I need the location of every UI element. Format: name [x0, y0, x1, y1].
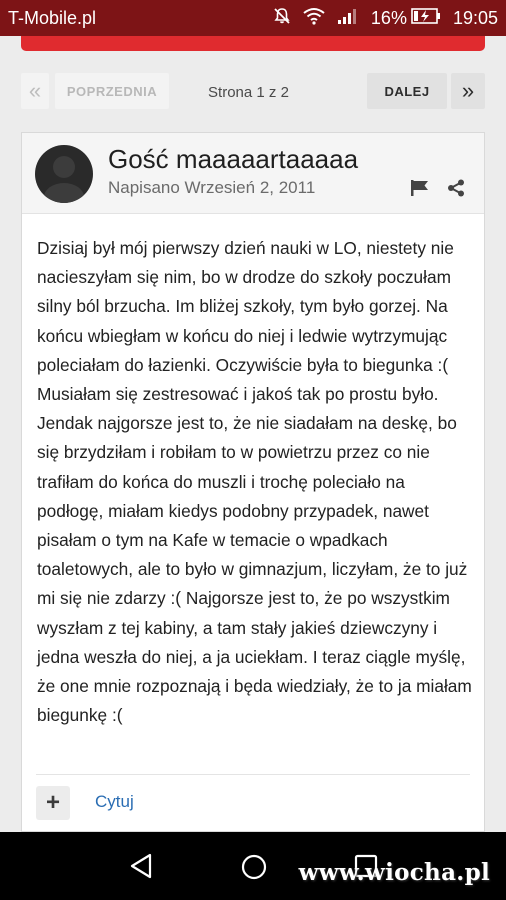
user-silhouette-icon — [35, 145, 93, 203]
share-icon[interactable] — [446, 179, 466, 202]
multiquote-button[interactable]: + — [36, 786, 70, 820]
header-banner-edge — [21, 36, 485, 51]
double-chevron-left-icon: « — [28, 78, 42, 103]
last-page-button[interactable] — [451, 73, 485, 109]
status-icons — [261, 8, 498, 28]
quote-link[interactable]: Cytuj — [95, 792, 134, 811]
divider — [36, 774, 470, 775]
back-icon[interactable] — [129, 853, 153, 884]
carrier-name: T-Mobile.pl — [8, 8, 97, 28]
watermark: www.wiocha.pl — [298, 859, 490, 886]
clock: 19:05 — [452, 7, 498, 28]
post-body: Dzisiaj był mój pierwszy dzień nauki w LO, niestety nie nacieszyłam się nim, bo w drodze do szkoły poczułam silny ból brzucha. Im bliżej szkoły, tym było gorzej. Na końcu wbiegłam w końcu do niej i ledwie wytrzymując poleciałam do łazienki. Oczywiście była to biegunka :( Musiałam się zestresować i jakoś tak po prostu było. Jendak najgorsze jest to, że nie siadałam na deskę, bo się brzydziłam i robiłam to w powietrzu przez co nie trafiłam do końca do muszli i trochę poleciało na podłogę, miałam kiedys podobny przypadek, nawet pisałam o tym na Kafe w temacie o wpadkach toaletowych, ale to było w gimnazjum, liczyłam, że to już mi się nie zdarzy :( Najgorsze jest to, że po wszystkim wyszłam z tej kabiny, a tam stały jakieś dziewczyny i jedna weszła do niej, a ja uciekłam. I teraz ciągle myślę, że one mnie rozpoznają i będa wiedziały, że to ja miałam biegunkę :( — [37, 238, 472, 726]
wifi-icon — [303, 7, 325, 30]
double-chevron-right-icon: » — [461, 78, 475, 103]
next-page-button[interactable]: DALEJ — [367, 73, 447, 109]
author-name[interactable]: Gość maaaaartaaaaa — [108, 144, 359, 174]
post-card — [21, 132, 485, 832]
post-date: Napisano Wrzesień 2, 2011 — [108, 178, 316, 197]
mute-icon — [273, 7, 291, 30]
battery-charging-icon — [411, 7, 441, 30]
page-indicator: Strona 1 z 2 — [208, 84, 289, 101]
navigation-bar — [0, 832, 506, 900]
home-icon[interactable] — [240, 853, 268, 886]
signal-icon — [337, 7, 359, 30]
avatar[interactable] — [35, 145, 93, 203]
status-bar — [0, 0, 506, 36]
post-header — [22, 133, 484, 214]
flag-icon[interactable] — [410, 179, 430, 202]
battery-percent: 16% — [370, 7, 407, 28]
previous-page-button[interactable]: POPRZEDNIA — [55, 73, 169, 109]
